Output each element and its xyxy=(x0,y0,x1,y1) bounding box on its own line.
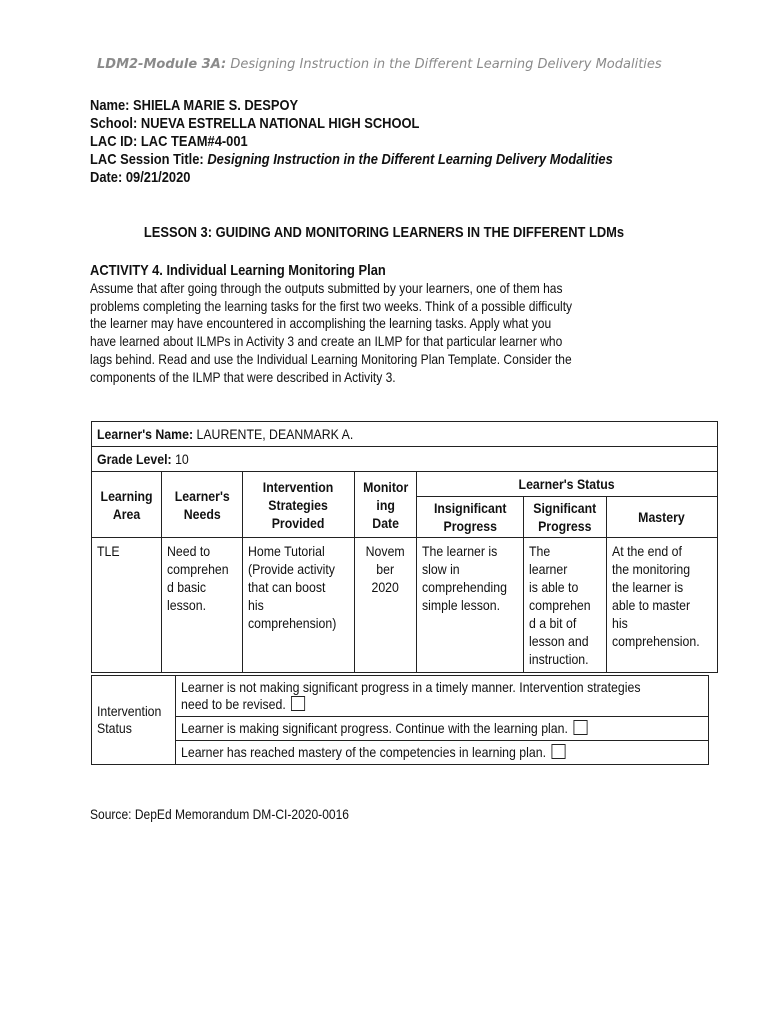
status-option-mastery xyxy=(176,741,709,765)
cell-intervention-strategies: Home Tutorial (Provide activity that can boost his comprehension) xyxy=(243,538,354,673)
status-row xyxy=(92,741,709,765)
cell-monitoring-date: Novem ber 2020 xyxy=(354,538,416,673)
date-value: 09/21/2020 xyxy=(125,169,191,186)
session-title-row xyxy=(90,151,613,169)
table-row xyxy=(92,538,718,673)
intervention-status-label: Intervention Status xyxy=(92,676,176,765)
activity-title: ACTIVITY 4. Individual Learning Monitoring Plan xyxy=(90,262,386,279)
lac-id-label: LAC ID: xyxy=(90,133,138,150)
lesson-title: LESSON 3: GUIDING AND MONITORING LEARNERS IN THE DIFFERENT LDMs xyxy=(143,224,625,241)
instruction-line: the learner may have encountered in accomplishing the learning tasks. Apply what you xyxy=(90,315,552,332)
status-option-text: Learner is making significant progress. Continue with the learning plan. xyxy=(181,720,569,736)
header-row xyxy=(92,472,718,497)
ilmp-table xyxy=(91,421,718,673)
school-value: NUEVA ESTRELLA NATIONAL HIGH SCHOOL xyxy=(140,115,420,132)
learner-name-label: Learner's Name: xyxy=(97,426,194,442)
instruction-line: have learned about ILMPs in Activity 3 and create an ILMP for that particular learner who xyxy=(90,333,563,350)
status-row xyxy=(92,717,709,741)
session-title-label: LAC Session Title: xyxy=(90,151,204,168)
cell-significant-progress: The learner is able to comprehen d a bit of lesson and instruction. xyxy=(524,538,607,673)
status-row xyxy=(92,676,709,717)
date-row xyxy=(90,169,613,187)
grade-level-label: Grade Level: xyxy=(97,451,172,467)
participant-info xyxy=(90,97,613,187)
status-option-continue xyxy=(176,717,709,741)
learner-name-value: LAURENTE, DEANMARK A. xyxy=(196,426,354,442)
continue-checkbox[interactable] xyxy=(573,720,587,735)
instruction-line: lags behind. Read and use the Individual Learning Monitoring Plan Template. Consider the xyxy=(90,350,572,367)
status-option-text: Learner is not making significant progress in a timely manner. Intervention strategies xyxy=(181,679,641,695)
header-mastery: Mastery xyxy=(606,497,717,538)
page-header xyxy=(97,57,662,72)
status-option-revise xyxy=(176,676,709,717)
date-label: Date: xyxy=(90,169,123,186)
activity-instructions xyxy=(90,280,649,387)
status-option-text: need to be revised. xyxy=(181,696,286,712)
cell-insignificant-progress: The learner is slow in comprehending simple lesson. xyxy=(416,538,524,673)
instruction-line: problems completing the learning tasks for the first two weeks. Think of a possible difficulty xyxy=(90,297,573,314)
grade-level-value: 10 xyxy=(175,451,189,467)
learner-name-row xyxy=(92,422,718,447)
module-code: LDM2-Module 3A: xyxy=(97,57,227,72)
status-option-text: Learner has reached mastery of the competencies in learning plan. xyxy=(181,744,547,760)
mastery-checkbox[interactable] xyxy=(551,744,565,759)
grade-level-row xyxy=(92,447,718,472)
school-label: School: xyxy=(90,115,138,132)
name-row xyxy=(90,97,613,115)
activity-section xyxy=(90,262,650,387)
header-learning-area: Learning Area xyxy=(92,472,162,538)
header-insignificant-progress: Insignificant Progress xyxy=(416,497,524,538)
lac-id-value: LAC TEAM#4-001 xyxy=(140,133,248,150)
source-note: Source: DepEd Memorandum DM-CI-2020-0016 xyxy=(90,806,349,822)
grade-level-cell xyxy=(92,447,718,472)
header-learner-status: Learner's Status xyxy=(416,472,717,497)
school-row xyxy=(90,115,613,133)
session-title-value: Designing Instruction in the Different Learning Delivery Modalities xyxy=(207,151,613,168)
name-label: Name: xyxy=(90,97,130,114)
name-value: SHIELA MARIE S. DESPOY xyxy=(133,97,299,114)
header-intervention-strategies: Intervention Strategies Provided xyxy=(243,472,354,538)
header-significant-progress: Significant Progress xyxy=(524,497,607,538)
cell-mastery: At the end of the monitoring the learner is able to master his comprehension. xyxy=(606,538,717,673)
lac-id-row xyxy=(90,133,613,151)
revise-checkbox[interactable] xyxy=(291,696,305,711)
cell-learner-needs: Need to comprehen d basic lesson. xyxy=(162,538,243,673)
cell-learning-area: TLE xyxy=(92,538,162,673)
learner-name-cell xyxy=(92,422,718,447)
header-learner-needs: Learner's Needs xyxy=(162,472,243,538)
instruction-line: Assume that after going through the outputs submitted by your learners, one of them has xyxy=(90,279,563,296)
intervention-status-table xyxy=(91,675,709,765)
header-monitoring-date: Monitor ing Date xyxy=(354,472,416,538)
module-title: Designing Instruction in the Different Learning Delivery Modalities xyxy=(230,57,662,72)
instruction-line: components of the ILMP that were described in Activity 3. xyxy=(90,368,396,385)
